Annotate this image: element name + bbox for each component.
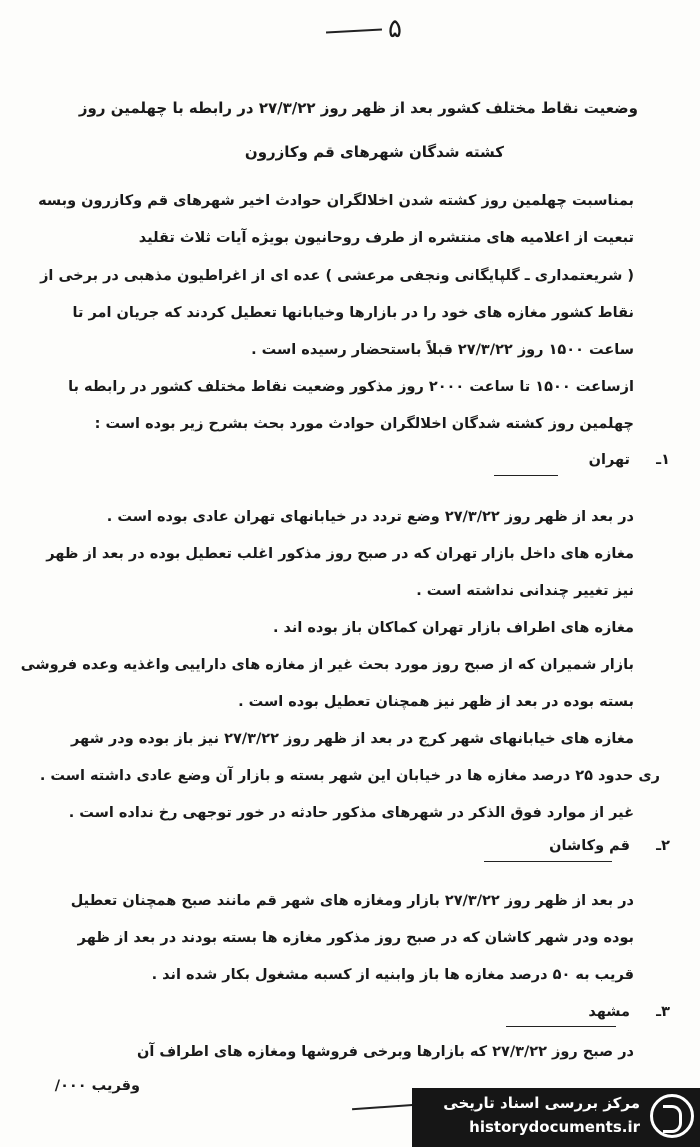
section-1-line: مغازه های خیابانهای شهر کرج در بعد از ظهر روز ۲۷/۳/۲۲ نیز باز بوده ودر شهر xyxy=(71,731,634,747)
archive-title: مرکز بررسی اسناد تاریخی xyxy=(443,1094,640,1112)
section-3-line: وقریب ۰۰۰/ xyxy=(54,1078,140,1094)
intro-line: تبعیت از اعلامیه های منتشره از طرف روحانیون بویژه آیات ثلاث تقلید xyxy=(138,230,634,246)
section-3-heading: مشهد xyxy=(588,1004,630,1020)
title-line-1: وضعیت نقاط مختلف کشور بعد از ظهر روز ۲۷/۳/۲۲ در رابطه با چهلمین روز xyxy=(78,99,638,117)
archive-logo-icon xyxy=(650,1094,694,1138)
section-2-line: در بعد از ظهر روز ۲۷/۳/۲۲ بازار ومغازه های شهر قم مانند صبح همچنان تعطیل xyxy=(70,893,634,909)
section-3-line: در صبح روز ۲۷/۳/۲۲ که بازارها وبرخی فروشها ومغازه های اطراف آن xyxy=(136,1044,634,1060)
page-number: ۵ xyxy=(388,14,402,44)
section-1-line: بسته بوده در بعد از ظهر نیز همچنان تعطیل بوده است . xyxy=(238,694,634,710)
section-2-number: ۲ـ xyxy=(656,838,670,854)
handwritten-mark-bottom xyxy=(352,1104,416,1110)
intro-line: ازساعت ۱۵۰۰ تا ساعت ۲۰۰۰ روز مذکور وضعیت نقاط مختلف کشور در رابطه با xyxy=(68,379,634,395)
intro-line: ساعت ۱۵۰۰ روز ۲۷/۳/۲۲ قبلاً باستحضار رسیده است . xyxy=(251,342,634,358)
section-2-underline xyxy=(484,861,612,862)
intro-line: ( شریعتمداری ـ گلپایگانی ونجفی مرعشی ) عده ای از اغراطیون مذهبی در برخی از xyxy=(40,268,634,284)
intro-line: نقاط کشور مغازه های خود را در بازارها وخیابانها تعطیل کردند که جریان امر تا xyxy=(72,305,634,321)
intro-line: چهلمین روز کشته شدگان اخلالگران حوادث مورد بحث بشرح زیر بوده است : xyxy=(94,416,634,432)
section-1-heading: تهران xyxy=(588,452,630,468)
archive-website: historydocuments.ir xyxy=(469,1118,640,1136)
title-line-2: کشته شدگان شهرهای قم وکازرون xyxy=(244,143,504,161)
handwritten-mark-top xyxy=(326,29,382,34)
section-3-number: ۳ـ xyxy=(656,1004,670,1020)
section-1-line: در بعد از ظهر روز ۲۷/۳/۲۲ وضع تردد در خیابانهای تهران عادی بوده است . xyxy=(106,509,634,525)
intro-line: بمناسبت چهلمین روز کشته شدن اخلالگران حوادث اخیر شهرهای قم وکازرون وبسه xyxy=(38,193,634,209)
archive-watermark xyxy=(412,1088,700,1147)
section-3-underline xyxy=(506,1026,616,1027)
section-1-line: نیز تغییر چندانی نداشته است . xyxy=(416,583,634,599)
section-2-line: بوده ودر شهر کاشان که در صبح روز مذکور مغازه ها بسته بودند در بعد از ظهر xyxy=(77,930,634,946)
section-1-line: غیر از موارد فوق الذکر در شهرهای مذکور حادثه در خور توجهی رخ نداده است . xyxy=(68,805,634,821)
section-1-line: بازار شمیران که از صبح روز مورد بحث غیر از مغازه های داراییی واغذیه وعده فروشی xyxy=(20,657,634,673)
section-1-number: ۱ـ xyxy=(656,452,670,468)
section-2-heading: قم وکاشان xyxy=(549,838,630,854)
section-2-line: قریب به ۵۰ درصد مغازه ها باز وابنیه از کسبه مشغول بکار شده اند . xyxy=(151,967,634,983)
section-1-line: مغازه های داخل بازار تهران که در صبح روز مذکور اغلب تعطیل بوده در بعد از ظهر xyxy=(46,546,634,562)
section-1-line: ری حدود ۲۵ درصد مغازه ها در خیابان این شهر بسته و بازار آن وضع عادی داشته است . xyxy=(39,768,660,784)
section-1-line: مغازه های اطراف بازار تهران کماکان باز بوده اند . xyxy=(272,620,634,636)
section-1-underline xyxy=(494,475,558,476)
